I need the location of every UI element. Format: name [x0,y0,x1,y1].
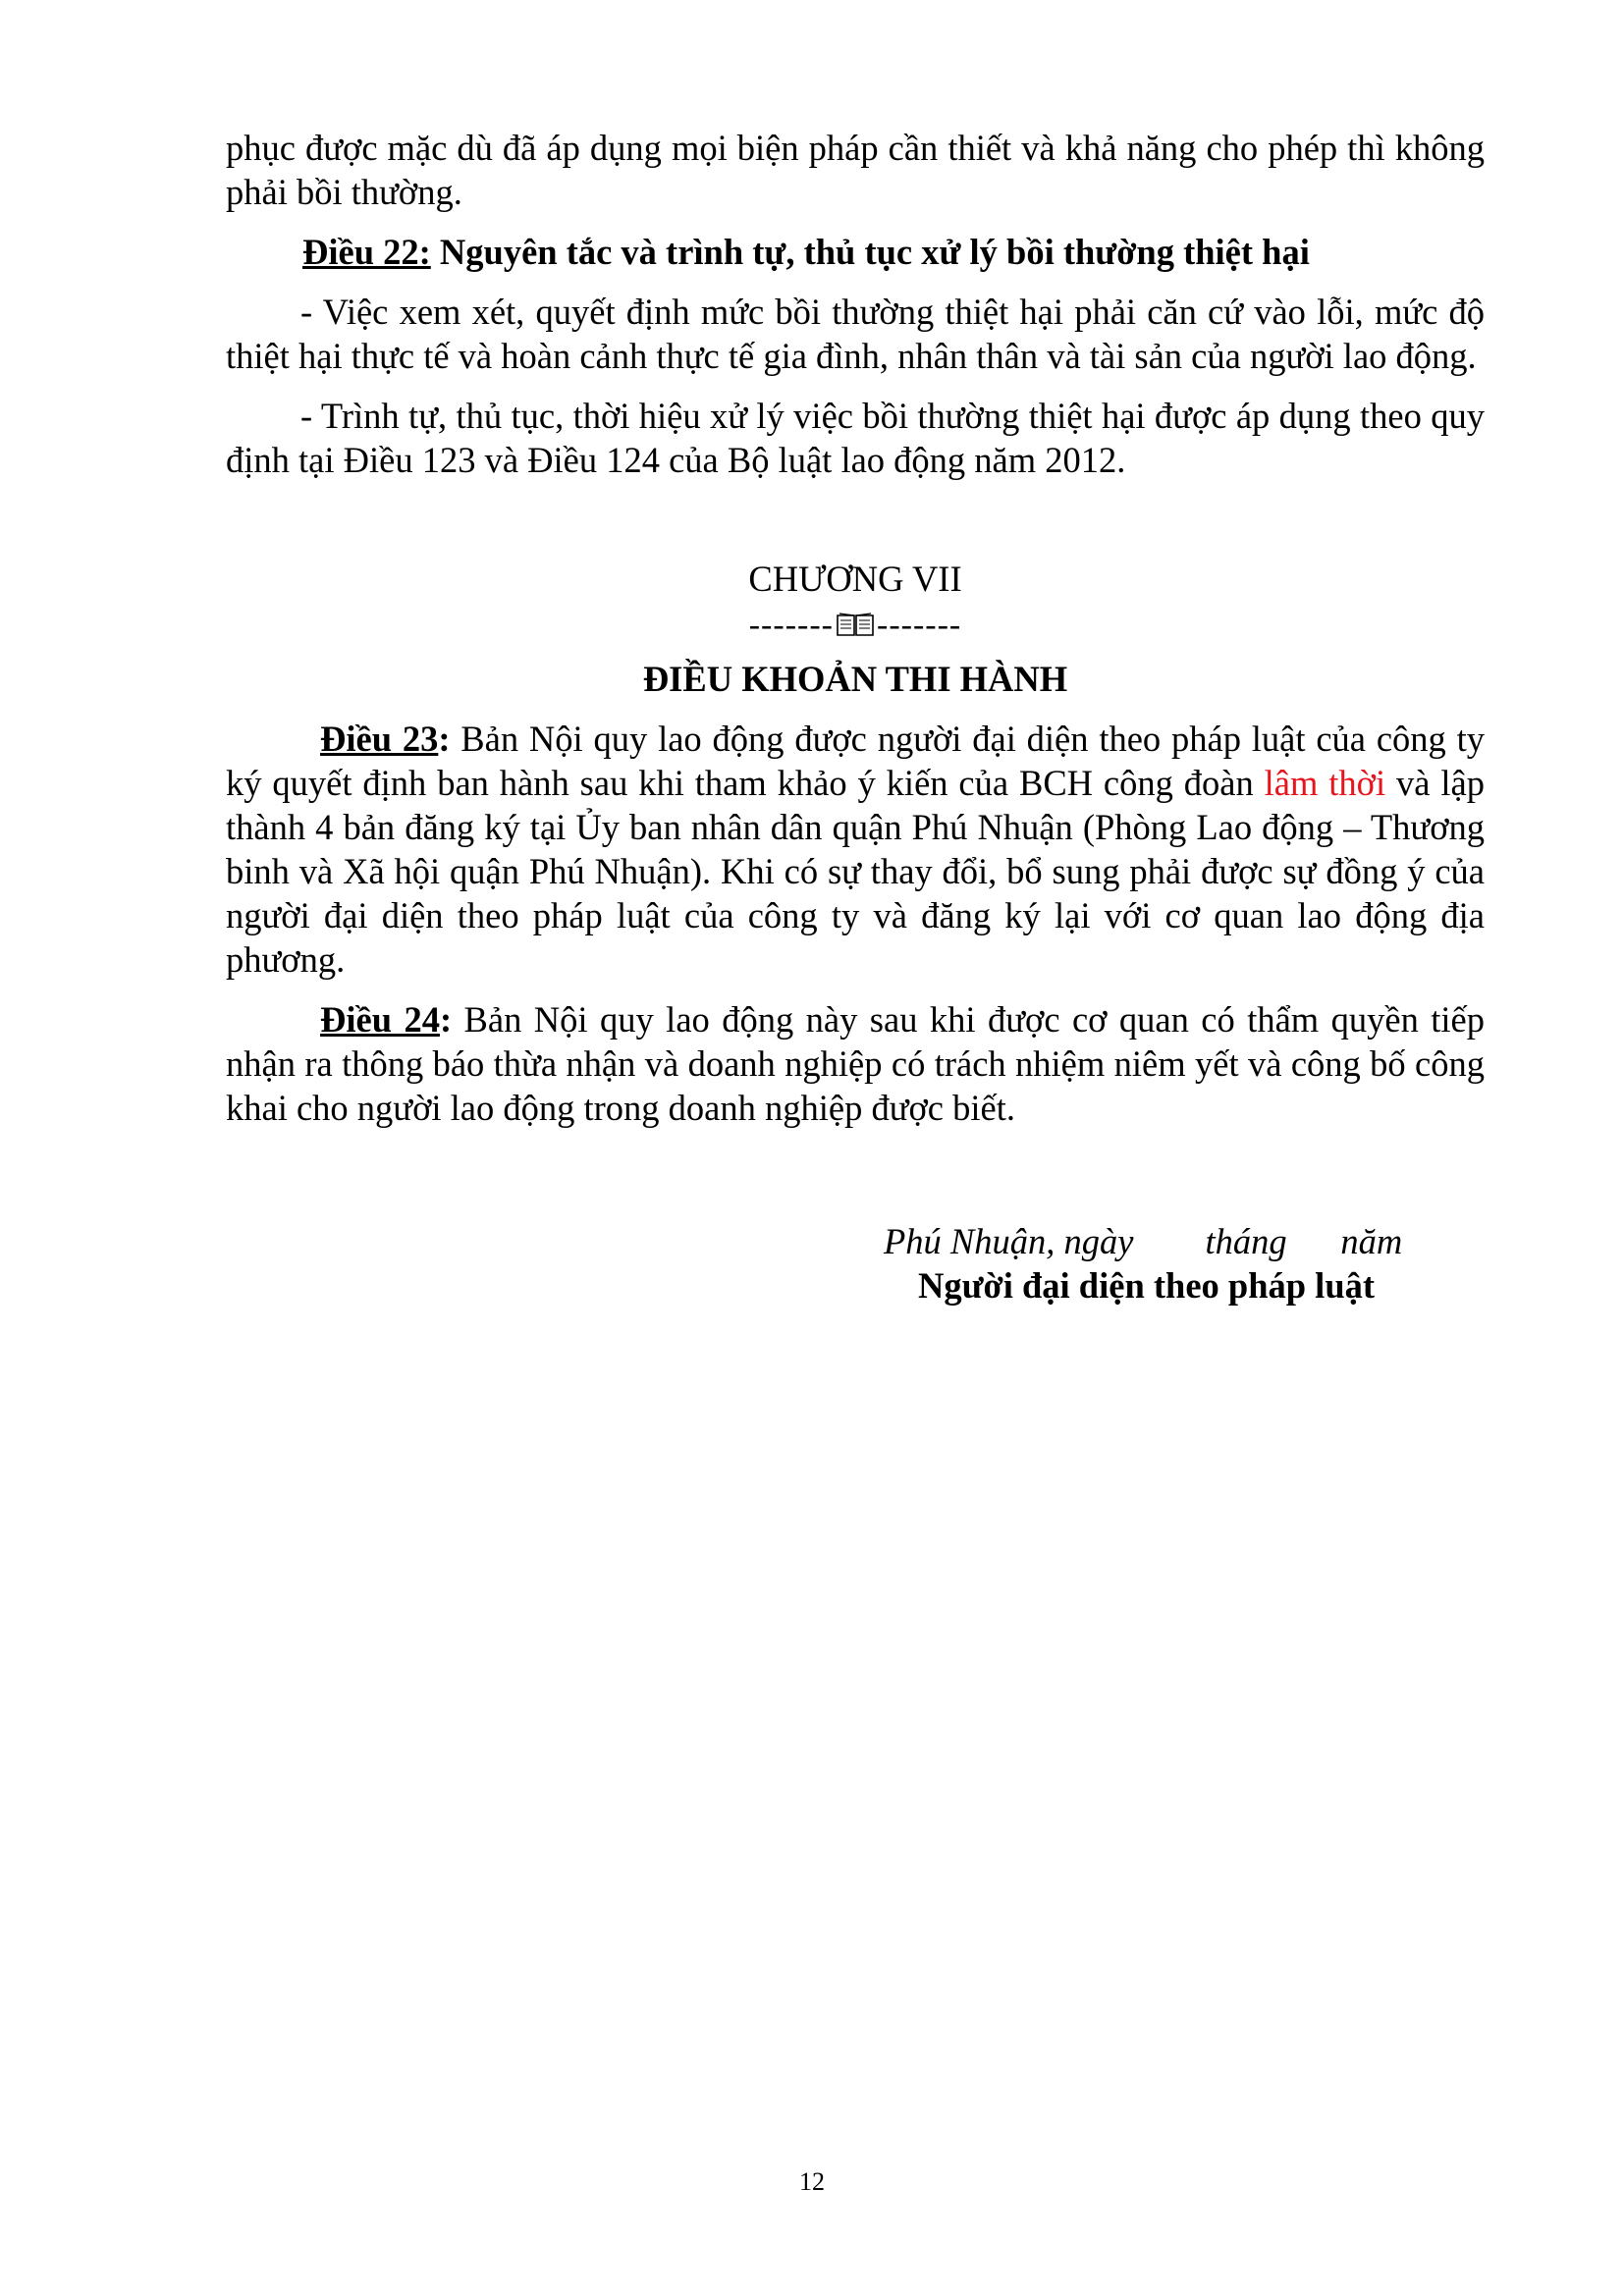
article-22-item-1: - Việc xem xét, quyết định mức bồi thường thiệt hại phải căn cứ vào lỗi, mức độ thiệt hại thực tế và hoàn cảnh thực tế gia đình, nhân thân và tài sản của người lao động. [226,292,1485,376]
article-23-paragraph [226,717,1485,982]
signature-title: Người đại diện theo pháp luật [918,1265,1376,1306]
ornament-dashes-right: ------- [877,607,962,643]
intro-paragraph: phục được mặc dù đã áp dụng mọi biện pháp cần thiết và khả năng cho phép thì không phải bồi thường. [226,128,1485,212]
article-23-text-before: Bản Nội quy lao động được người đại diện theo pháp luật của công ty ký quyết định ban hành sau khi tham khảo ý kiến của BCH công đoàn [226,719,1485,803]
article-23-text-after: và lập thành 4 bản đăng ký tại Ủy ban nhân dân quận Phú Nhuận (Phòng Lao động – Thương binh và Xã hội quận Phú Nhuận). Khi có sự thay đổi, bổ sung phải được sự đồng ý của người đại diện theo pháp luật của công ty và đăng ký lại với cơ quan lao động địa phương. [226,763,1485,980]
signature-place-date: Phú Nhuận, ngày tháng năm [884,1221,1403,1261]
article-23-number: Điều 23 [320,719,439,759]
article-24-label [320,999,452,1040]
document-page [226,126,1485,1130]
chapter-ornament [226,603,1485,647]
ornament-dashes-left: ------- [748,607,834,643]
page-number: 12 [799,2167,825,2196]
article-24-number: Điều 24 [320,999,440,1040]
article-24-colon: : [439,999,453,1040]
article-24-paragraph [226,997,1485,1130]
article-22-number: Điều 22: [302,232,431,272]
article-23-highlight: lâm thời [1264,763,1386,803]
article-22-item-2: - Trình tự, thủ tục, thời hiệu xử lý việc bồi thường thiệt hại được áp dụng theo quy định tại Điều 123 và Điều 124 của Bộ luật lao động năm 2012. [226,396,1485,480]
open-book-icon [836,613,875,638]
chapter-title: ĐIỀU KHOẢN THI HÀNH [642,659,1068,699]
article-22-title: Nguyên tắc và trình tự, thủ tục xử lý bồi thường thiệt hại [430,232,1310,272]
chapter-heading: CHƯƠNG VII [748,559,962,599]
signature-block [884,1219,1473,1308]
article-24-text: Bản Nội quy lao động này sau khi được cơ quan có thẩm quyền tiếp nhận ra thông báo thừa nhận và doanh nghiệp có trách nhiệm niêm yết và công bố công khai cho người lao động trong doanh nghiệp được biết. [226,999,1485,1128]
article-23-label [320,719,450,759]
article-22-heading [226,230,1485,274]
article-23-colon: : [438,719,451,759]
